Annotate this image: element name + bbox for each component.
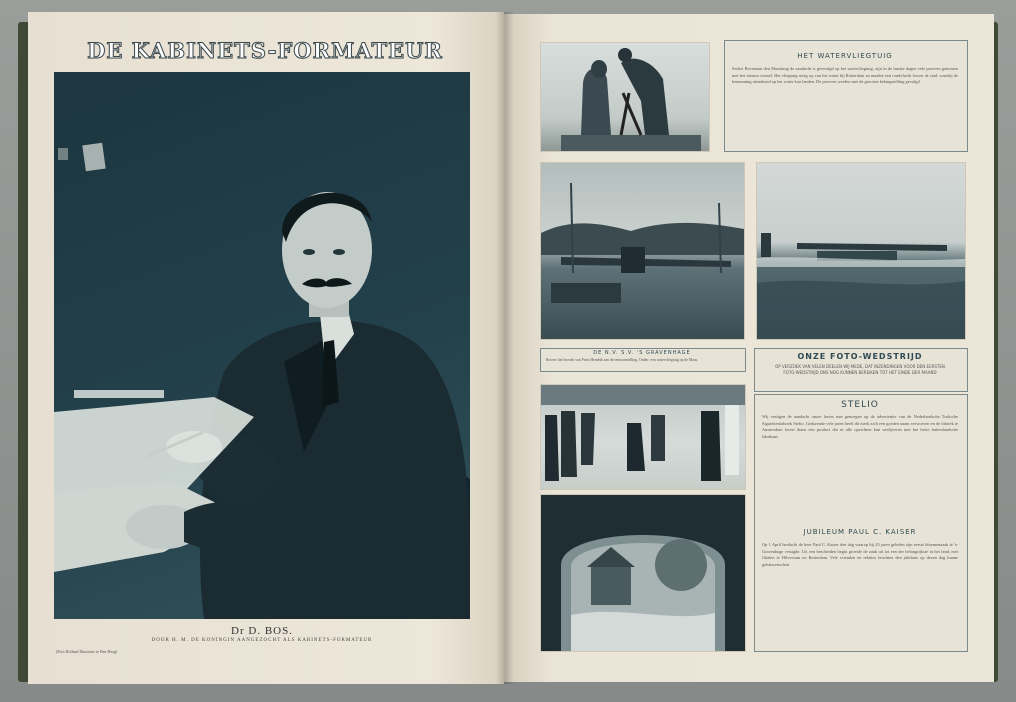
photo-caption-sub: Boven: het bezoek van Prins Hendrik aan de tentoonstelling. Onder: een watervliegtuig op de Maas. — [546, 358, 699, 362]
portrait-photo — [54, 72, 470, 619]
seaplane-harbour-illustration — [541, 163, 744, 339]
photo-seaplane-harbour — [540, 162, 745, 340]
foto-wedstrijd-title: ONZE FOTO-WEDSTRIJD — [797, 352, 923, 361]
camera-men-illustration — [541, 43, 709, 151]
jubileum-title: JUBILEUM PAUL C. KAISER — [803, 528, 917, 536]
photo-seaplane-water — [756, 162, 966, 340]
stelio-body: Wij vestigen de aandacht onzer lezers met genoegen op de advertentie van de Nederlandsche Turksche Sigarettenfabriek Stelio. Gedurende vele jaren heeft dit merk zich een goeden naam verworven en de fabriek te Amsterdam levert thans een product dat in alle opzichten kan wedijveren met het beste buitenlandsche fabrikaat. — [762, 414, 958, 439]
photo-credit: (Foto Holland Illustratie te Den Haag) — [56, 649, 118, 654]
portrait-subcaption: DOOR H. M. DE KONINGIN AANGEZOCHT ALS KABINETS-FORMATEUR — [151, 638, 373, 643]
portrait-illustration — [54, 72, 470, 619]
watervliegtuig-body: Sedert Bovenaan den Maasbrug de aandacht is gevestigd op het watervliegtuig, zijn in de laatste dagen vele proeven genomen met het nieuwe toestel. Het vliegtuig steeg op van het water bij Rotterdam en maakte een rondvlucht boven de stad, waarbij de bemanning uitstekend op het water kon landen. De proeven werden met de grootste belangstelling gevolgd. — [732, 66, 958, 85]
photo-gathering — [540, 384, 746, 490]
portrait-caption: Dr D. BOS. — [231, 625, 293, 637]
seaplane-water-illustration — [757, 163, 965, 339]
watervliegtuig-title: HET WATERVLIEGTUIG — [797, 52, 893, 60]
photo-camera-men — [540, 42, 710, 152]
page-headline: DE KABINETS-FORMATEUR — [87, 38, 443, 63]
garden-arch-illustration — [541, 495, 745, 651]
jubileum-body: Op 1 April herdacht de heer Paul C. Kaiser den dag waarop hij 25 jaren geleden zijn eerste bloemenzaak te 's-Gravenhage vestigde. Uit een bescheiden begin groeide de zaak uit tot een der belangrijkste in het land, met filialen te Hilversum en Rotterdam. Vele vrienden en relaties brachten den jubilaris op dezen dag hunne gelukwenschen. — [762, 542, 958, 567]
photo-caption-title: DE N.V. S.V. 'S GRAVENHAGE — [593, 350, 691, 356]
spine-shadow — [496, 12, 514, 684]
photo-garden-arch — [540, 494, 746, 652]
gathering-illustration — [541, 385, 745, 489]
foto-wedstrijd-body: OP VERZOEK VAN VELEN DEELEN WIJ MEDE, DAT INZENDINGEN VOOR DEN EERSTEN FOTO-WEDSTRIJD ONS NOG KUNNEN BEREIKEN TOT HET EINDE DER MAAND — [775, 364, 945, 375]
stelio-title: STELIO — [841, 400, 879, 410]
